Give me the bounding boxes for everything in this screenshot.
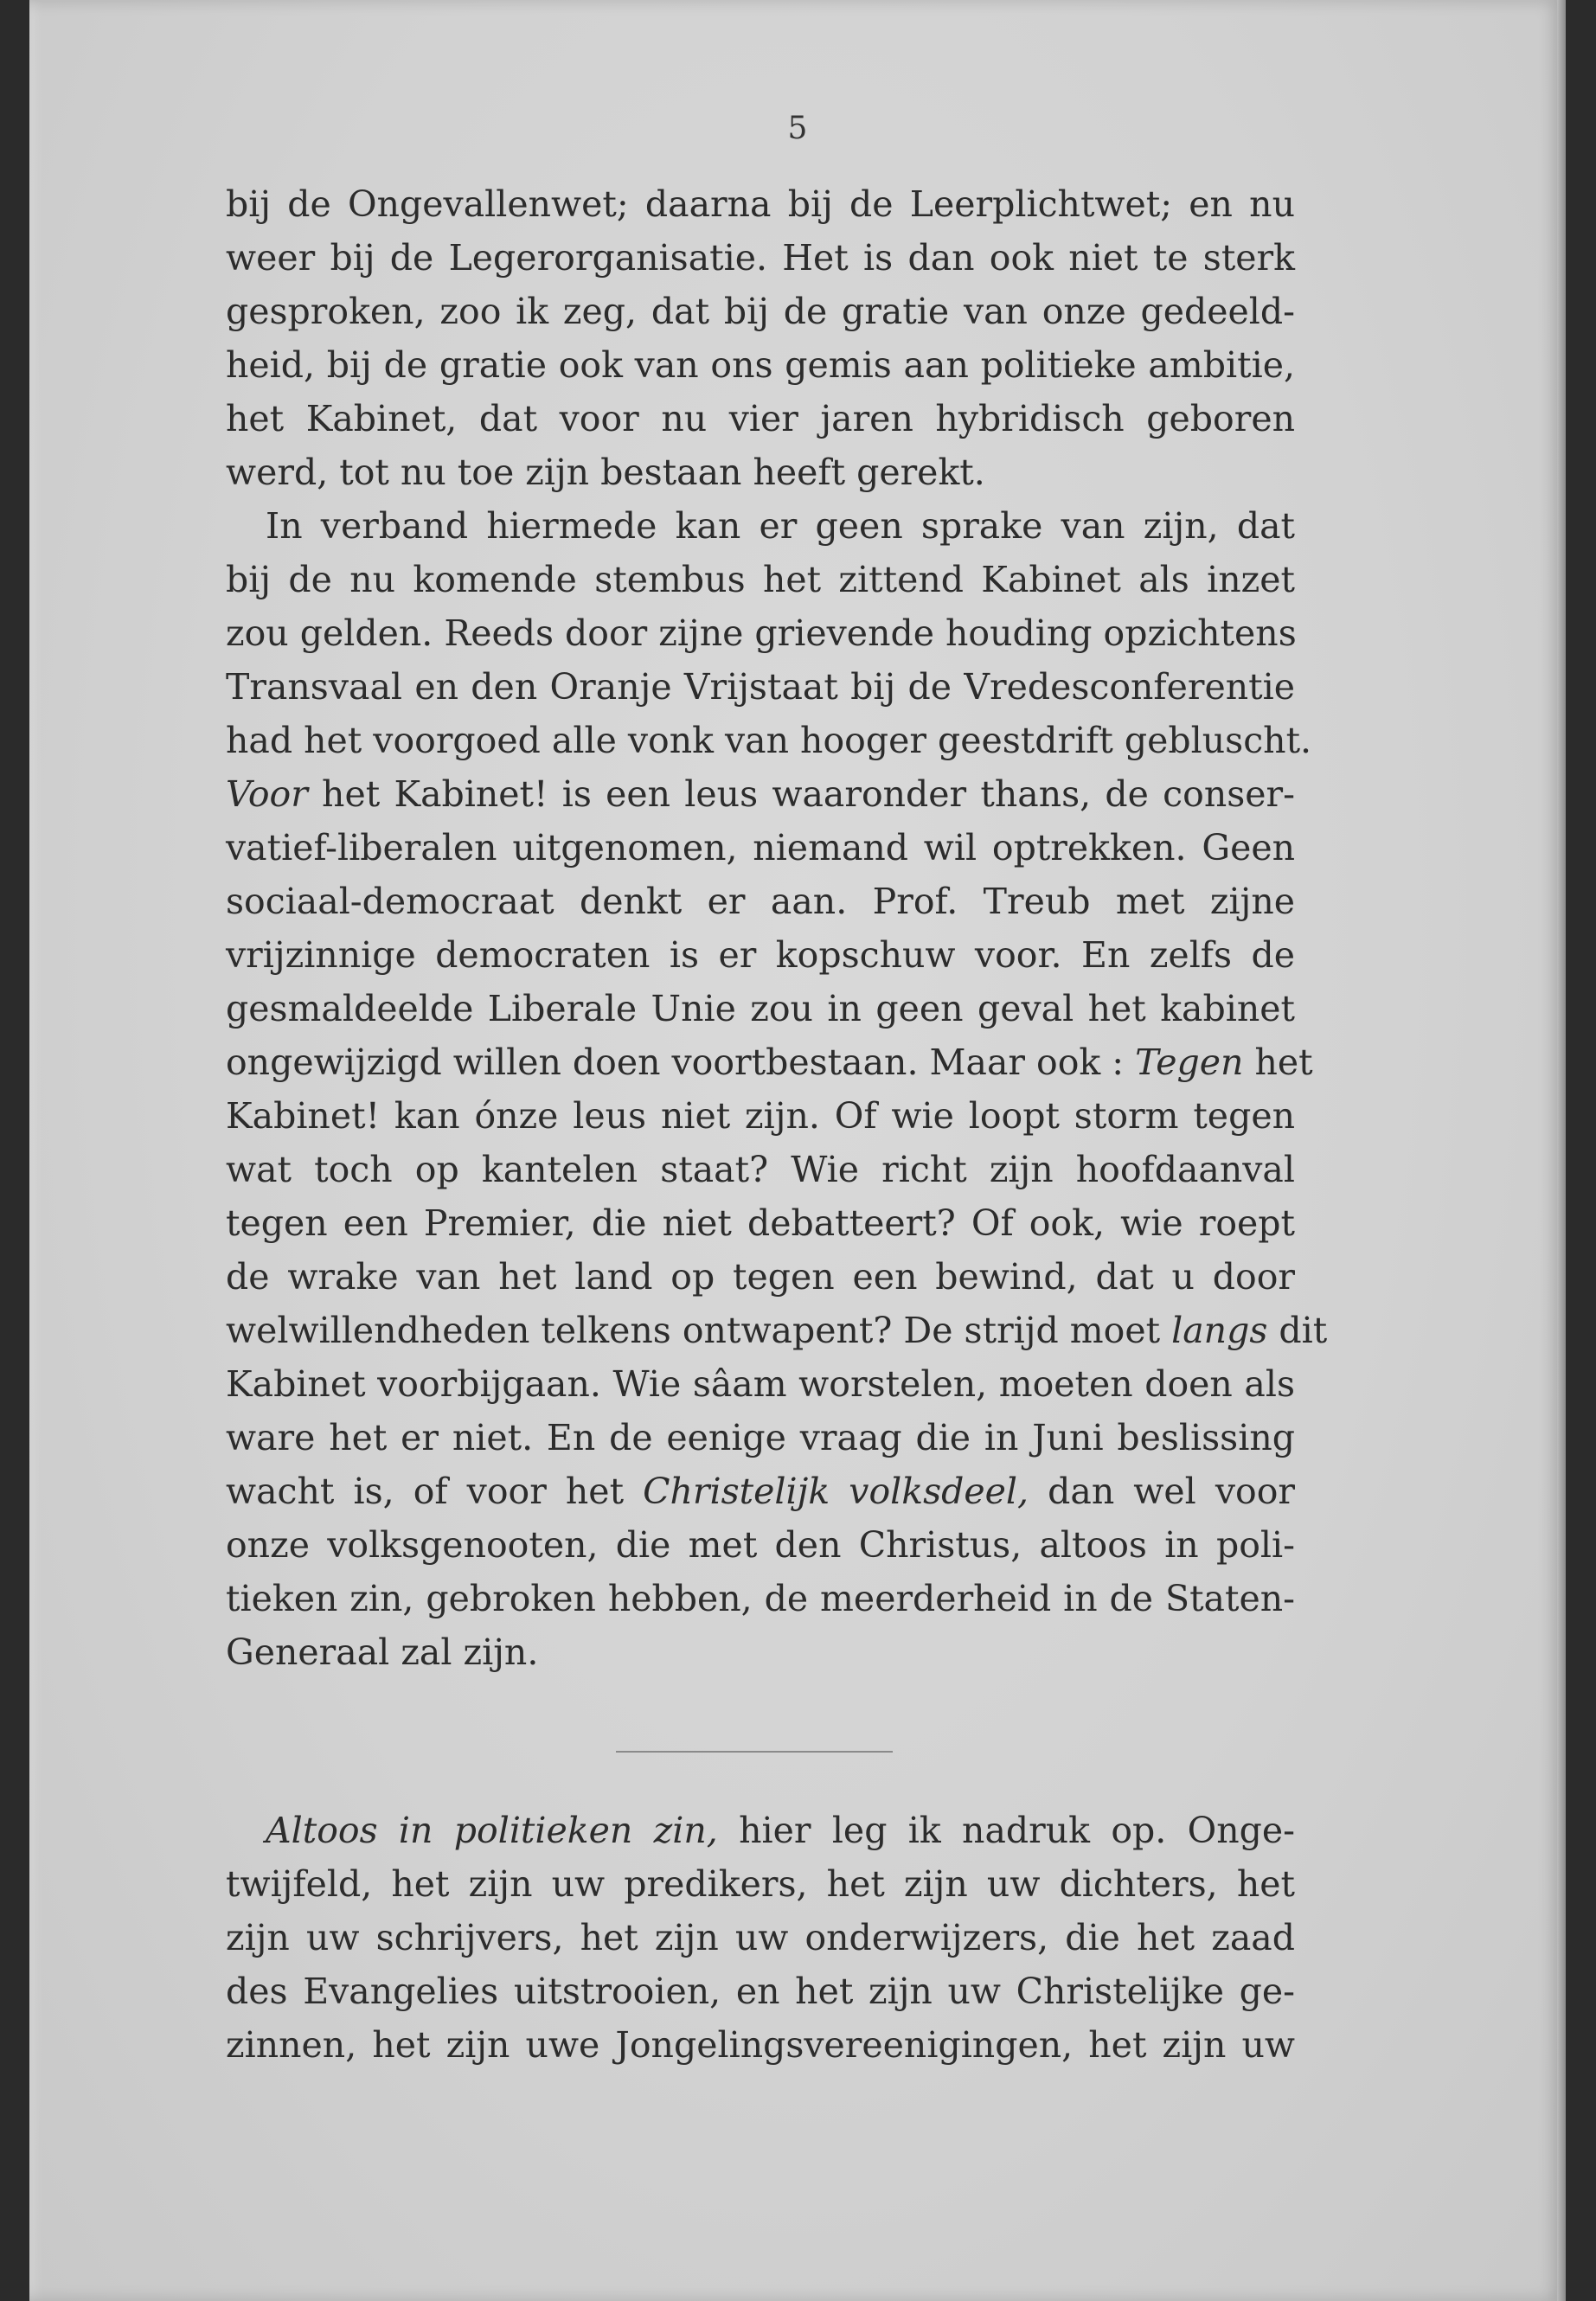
book-page [29,0,1566,2301]
text-line: des Evangelies uitstrooien, en het zijn uw Christelijke ge- [226,1971,1295,2012]
text-line: sociaal-democraat denkt er aan. Prof. Treub met zijne [226,881,1295,922]
text-line: Altoos in politieken zin, hier leg ik nadruk op. Onge- [266,1810,1295,1851]
text-line: bij de nu komende stembus het zittend Kabinet als inzet [226,559,1295,600]
text-line: wacht is, of voor het Christelijk volksdeel, dan wel voor [226,1471,1295,1512]
italic-word: Tegen [1135,1042,1244,1083]
page-number: 5 [787,111,808,146]
text-line: het Kabinet, dat voor nu vier jaren hybridisch geboren [226,398,1295,439]
paragraph-section-2 [226,1804,1295,2072]
text-line: tieken zin, gebroken hebben, de meerderheid in de Staten- [226,1578,1295,1619]
text-line: Transvaal en den Oranje Vrijstaat bij de Vredesconferentie [226,666,1295,708]
text-line: twijfeld, het zijn uw predikers, het zijn uw dichters, het [226,1863,1295,1905]
text-line: wat toch op kantelen staat? Wie richt zijn hoofdaanval [226,1149,1295,1190]
text-line: Kabinet! kan ónze leus niet zijn. Of wie loopt storm tegen [226,1095,1295,1137]
text-line: Generaal zal zijn. [226,1631,539,1673]
text-line: tegen een Premier, die niet debatteert? Of ook, wie roept [226,1202,1295,1244]
text-line: zinnen, het zijn uwe Jongelingsvereenigingen, het zijn uw [226,2024,1295,2066]
italic-word: Voor [226,773,308,815]
text-line: weer bij de Legerorganisatie. Het is dan ook niet te sterk [226,237,1295,279]
text-line: heid, bij de gratie ook van ons gemis aan politieke ambitie, [226,344,1295,386]
text-line: zijn uw schrijvers, het zijn uw onderwijzers, die het zaad [226,1917,1295,1958]
text-line: In verband hiermede kan er geen sprake van zijn, dat [266,505,1295,547]
section-divider [616,1751,893,1753]
italic-phrase: Altoos in politieken zin, [266,1810,718,1851]
text-line: Voor het Kabinet! is een leus waaronder thans, de conser- [226,773,1295,815]
text-line: ware het er niet. En de eenige vraag die in Juni beslissing [226,1417,1295,1458]
text-line: Kabinet voorbijgaan. Wie sâam worstelen, moeten doen als [226,1363,1295,1405]
text-line: gesproken, zoo ik zeg, dat bij de gratie van onze gedeeld- [226,291,1295,332]
text-line: zou gelden. Reeds door zijne grievende houding opzichtens [226,612,1297,654]
text-line: had het voorgoed alle vonk van hooger geestdrift gebluscht. [226,720,1312,761]
text-line: vatief-liberalen uitgenomen, niemand wil optrekken. Geen [226,827,1295,868]
text-line: welwillendheden telkens ontwapent? De strijd moet langs dit [226,1310,1328,1351]
text-line: onze volksgenooten, die met den Christus, altoos in poli- [226,1524,1295,1566]
italic-phrase: Christelijk volksdeel, [643,1471,1029,1512]
text-line: bij de Ongevallenwet; daarna bij de Leerplichtwet; en nu [226,183,1295,225]
text-line: gesmaldeelde Liberale Unie zou in geen geval het kabinet [226,988,1295,1029]
italic-word: langs [1171,1310,1268,1351]
paragraph-section-1 [226,177,1328,1679]
text-line: de wrake van het land op tegen een bewind, dat u door [226,1256,1295,1298]
page-edge-shadow [1557,0,1566,2301]
text-line: ongewijzigd willen doen voortbestaan. Maar ook : Tegen het [226,1042,1313,1083]
text-line: vrijzinnige democraten is er kopschuw voor. En zelfs de [226,934,1295,976]
text-line: werd, tot nu toe zijn bestaan heeft gerekt. [226,452,985,493]
